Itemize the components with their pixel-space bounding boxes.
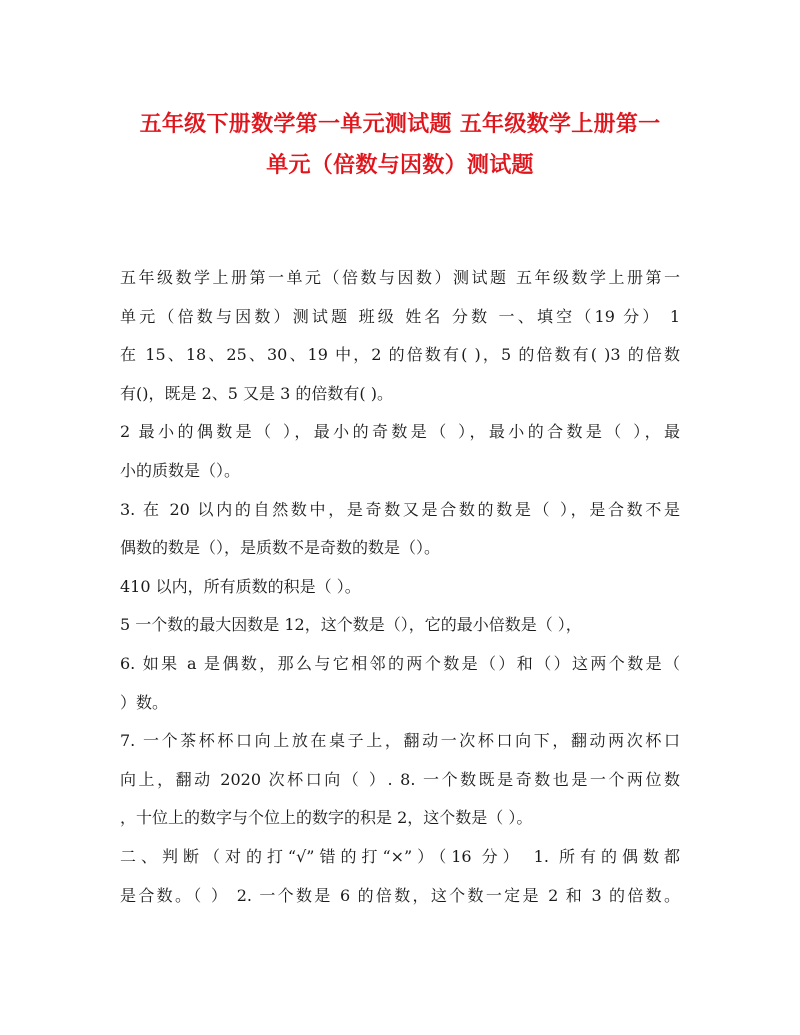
body-line: ）数。 xyxy=(120,692,169,712)
body-line: 五年级数学上册第一单元（倍数与因数）测试题 五年级数学上册第一 xyxy=(120,268,680,287)
title-line-2: 单元（倍数与因数）测试题 xyxy=(266,153,534,178)
document-body xyxy=(120,259,680,915)
body-line: 3. 在 20 以内的自然数中，是奇数又是合数的数是（ ），是合数不是 xyxy=(120,499,680,519)
body-line: 7. 一个茶杯杯口向上放在桌子上，翻动一次杯口向下，翻动两次杯口 xyxy=(120,731,680,751)
body-line: 偶数的数是（），是质数不是奇数的数是（）。 xyxy=(120,538,441,558)
body-line: 有()，既是 2、5 又是 3 的倍数有( )。 xyxy=(120,383,393,403)
body-line: 5 一个数的最大因数是 12，这个数是（），它的最小倍数是（ ）， xyxy=(120,615,582,635)
body-line: 410 以内，所有质数的积是（ ）。 xyxy=(120,576,361,596)
body-line: 向上，翻动 2020 次杯口向（ ）. 8. 一个数既是奇数也是一个两位数 xyxy=(120,769,680,789)
body-line: 2 最小的偶数是（ ），最小的奇数是（ ），最小的合数是（ ），最 xyxy=(120,422,680,442)
body-line: 单元（倍数与因数）测试题 班级 姓名 分数 一、填空（19 分） 1 xyxy=(120,306,680,326)
body-line: 6. 如果 a 是偶数，那么与它相邻的两个数是（）和（）这两个数是（ xyxy=(120,653,680,673)
body-line: 在 15、18、25、30、19 中，2 的倍数有( )，5 的倍数有( )3 的倍数 xyxy=(120,345,680,365)
body-line: 二、判断（对的打“√”错的打“×”）（16 分） 1. 所有的偶数都 xyxy=(120,846,680,866)
title-line-1: 五年级下册数学第一单元测试题 五年级数学上册第一 xyxy=(139,112,661,137)
body-line: ，十位上的数字与个位上的数字的积是 2，这个数是（ ）。 xyxy=(120,808,533,828)
body-line: 是合数。（ ） 2. 一个数是 6 的倍数，这个数一定是 2 和 3 的倍数。 xyxy=(120,885,680,905)
body-line: 小的质数是（）。 xyxy=(120,460,241,480)
document-title xyxy=(110,104,690,186)
